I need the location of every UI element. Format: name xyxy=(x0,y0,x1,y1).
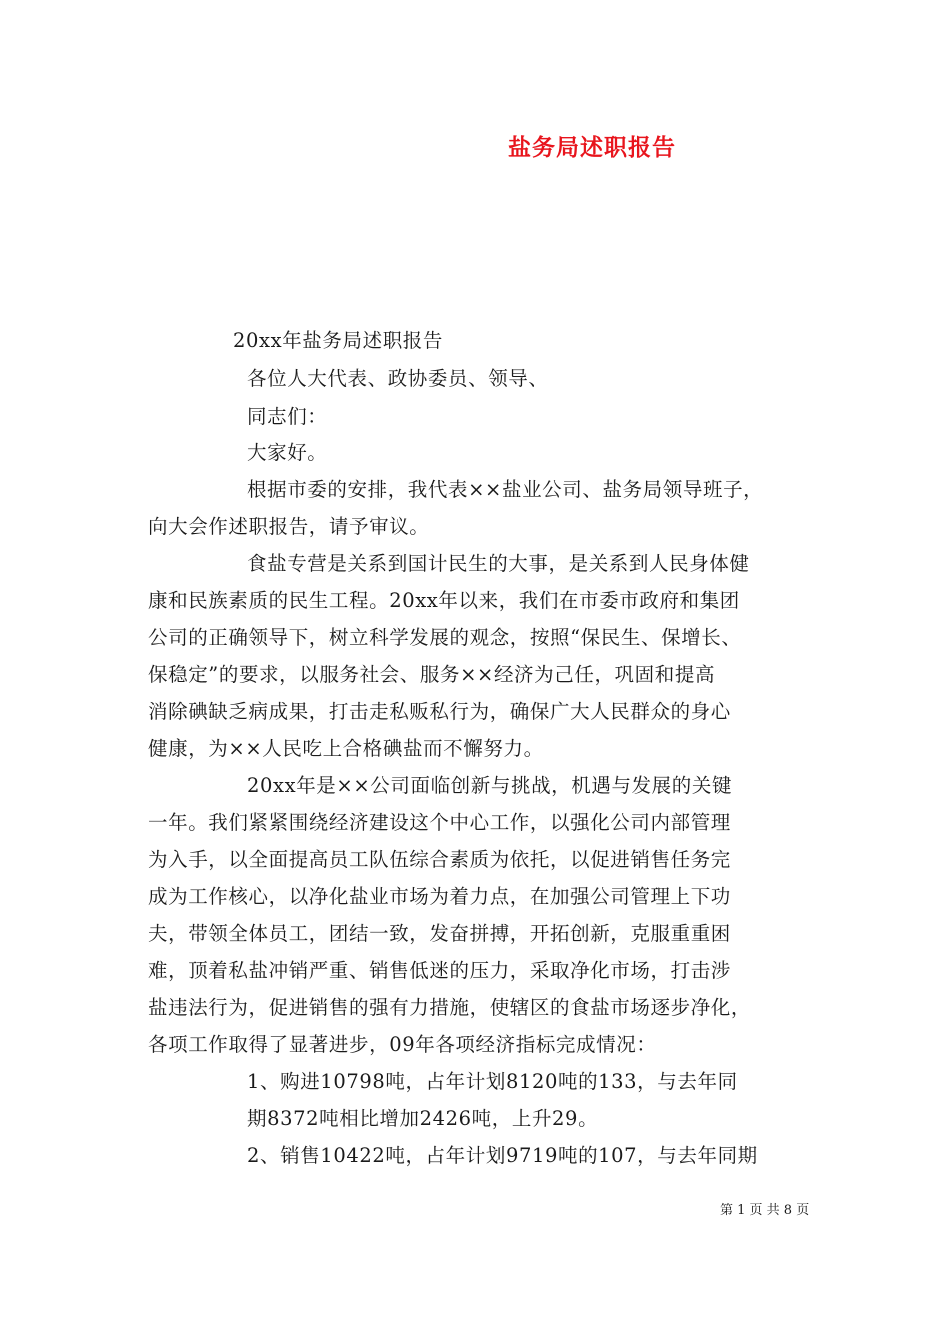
paragraph-salt-line-3: 公司的正确领导下，树立科学发展的观念，按照“保民生、保增长、 xyxy=(148,626,742,649)
page-title: 盐务局述职报告 xyxy=(508,134,676,161)
paragraph-salt-line-6: 健康，为××人民吃上合格碘盐而不懈努力。 xyxy=(148,737,544,760)
paragraph-salt-line-2: 康和民族素质的民生工程。20xx年以来，我们在市委市政府和集团 xyxy=(148,589,740,612)
paragraph-salt-line-5: 消除碘缺乏病成果，打击走私贩私行为，确保广大人民群众的身心 xyxy=(148,700,731,723)
salutation-line-2: 同志们： xyxy=(247,405,328,428)
paragraph-year-line-8: 各项工作取得了显著进步，09年各项经济指标完成情况： xyxy=(148,1033,657,1056)
greeting-line: 大家好。 xyxy=(247,441,328,464)
report-heading: 20xx年盐务局述职报告 xyxy=(233,329,444,352)
list-item-purchase-line-1: 1、购进10798吨，占年计划8120吨的133，与去年同 xyxy=(247,1070,738,1093)
paragraph-salt-line-1: 食盐专营是关系到国计民生的大事，是关系到人民身体健 xyxy=(247,552,750,575)
paragraph-year-line-7: 盐违法行为，促进销售的强有力措施，使辖区的食盐市场逐步净化， xyxy=(148,996,752,1019)
paragraph-year-line-5: 夫，带领全体员工，团结一致，发奋拼搏，开拓创新，克服重重困 xyxy=(148,922,731,945)
list-item-sales-line-1: 2、销售10422吨，占年计划9719吨的107，与去年同期 xyxy=(247,1144,758,1167)
paragraph-year-line-2: 一年。我们紧紧围绕经济建设这个中心工作，以强化公司内部管理 xyxy=(148,811,731,834)
salutation-line-1: 各位人大代表、政协委员、领导、 xyxy=(247,367,549,390)
page-indicator: 第 1 页 共 8 页 xyxy=(720,1203,810,1218)
list-item-purchase-line-2: 期8372吨相比增加2426吨，上升29。 xyxy=(247,1107,599,1130)
paragraph-year-line-1: 20xx年是××公司面临创新与挑战，机遇与发展的关键 xyxy=(247,774,733,797)
paragraph-intro-line-1: 根据市委的安排，我代表××盐业公司、盐务局领导班子， xyxy=(247,478,764,501)
paragraph-year-line-4: 成为工作核心，以净化盐业市场为着力点，在加强公司管理上下功 xyxy=(148,885,731,908)
paragraph-year-line-3: 为入手，以全面提高员工队伍综合素质为依托，以促进销售任务完 xyxy=(148,848,731,871)
paragraph-year-line-6: 难，顶着私盐冲销严重、销售低迷的压力，采取净化市场，打击涉 xyxy=(148,959,731,982)
paragraph-salt-line-4: 保稳定”的要求，以服务社会、服务××经济为己任，巩固和提高 xyxy=(148,663,716,686)
paragraph-intro-line-2: 向大会作述职报告，请予审议。 xyxy=(148,515,430,538)
